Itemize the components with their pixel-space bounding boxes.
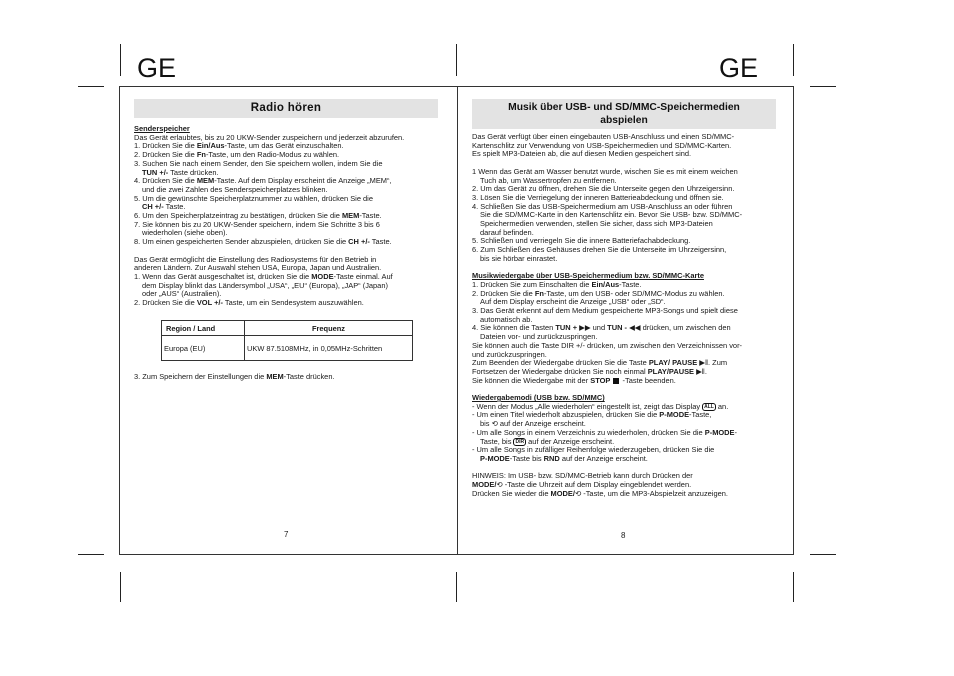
- left-page-footer-step: [134, 373, 335, 382]
- crop-mark: [810, 86, 836, 87]
- stop-icon: [613, 378, 619, 384]
- region-text-2: anderen Ländern. Zur Auswahl stehen USA, Europa, Japan und Australien.: [134, 263, 382, 273]
- clock-icon: ⟲: [496, 480, 503, 490]
- play-step-1: 1. Drücken Sie zum Einschalten die Ein/Aus-Taste.: [472, 279, 642, 289]
- step-2: 2. Drücken Sie die Fn-Taste, um den Radio-Modus zu wählen.: [134, 150, 340, 160]
- water-step-3: 3. Lösen Sie die Verriegelung der inneren Batterieabdeckung und öffnen sie.: [472, 192, 724, 202]
- mode-one-cont: bis ⟲ auf der Anzeige erscheint.: [480, 419, 586, 429]
- right-page-title-line1: Musik über USB- und SD/MMC-Speichermedien: [508, 102, 740, 113]
- left-page-title: [134, 99, 438, 118]
- water-step-6-cont: bis sie hörbar einrastet.: [480, 253, 558, 263]
- right-ge-logo: GE: [719, 53, 759, 83]
- right-page-title-line2: abspielen: [600, 115, 648, 126]
- step-3: 3. Suchen Sie nach einem Sender, den Sie speichern wollen, indem Sie die: [134, 158, 383, 168]
- left-ge-logo: GE: [137, 53, 177, 83]
- water-step-1: 1 Wenn das Gerät am Wasser benutzt wurde, wischen Sie es mit einem weichen: [472, 166, 738, 176]
- dir-text: Sie können auch die Taste DIR +/- drücken, um zwischen den Verzeichnissen vor-: [472, 340, 743, 350]
- region-text-1: Das Gerät ermöglicht die Einstellung des Radiosystems für den Betrieb in: [134, 254, 377, 264]
- intro-text: Das Gerät erlaubtes, bis zu 20 UKW-Sender zuspeichern und jederzeit abzurufen.: [134, 132, 405, 142]
- crop-mark: [456, 44, 457, 76]
- prev-icon: ◀◀: [627, 323, 641, 333]
- play-step-3-cont: automatisch ab.: [480, 314, 533, 324]
- crop-mark: [120, 44, 121, 76]
- mode-dir-cont: Taste, bis DIR auf der Anzeige erscheint.: [480, 436, 615, 446]
- section-heading: Senderspeicher: [134, 124, 190, 133]
- water-step-4-cont: darauf befinden.: [480, 227, 534, 237]
- repeat-all-icon: ALL: [704, 403, 714, 410]
- crop-mark: [793, 572, 794, 602]
- step-5: 5. Um die gewünschte Speicherplatznummer zu wählen, drücken Sie die: [134, 193, 373, 203]
- table-cell-frequency: UKW 87.5108MHz, in 0,05MHz-Schritten: [245, 336, 413, 361]
- step-8: 8. Um einen gespeicherten Sender abzuspielen, drücken Sie die CH +/- Taste.: [134, 237, 392, 247]
- water-step-4: 4. Schließen Sie das USB-Speichermedium am USB-Anschluss an oder führen: [472, 201, 733, 211]
- water-step-2: 2. Um das Gerät zu öffnen, drehen Sie die Unterseite gegen den Uhrzeigersinn.: [472, 184, 735, 194]
- repeat-dir-icon: DIR: [515, 438, 525, 445]
- stop-text: Sie können die Wiedergabe mit der STOP -Taste beenden.: [472, 375, 676, 385]
- random-icon: RND: [543, 453, 560, 463]
- step-4-cont: und die zwei Zahlen des Senderspeicherplatzes blinken.: [142, 184, 328, 194]
- clock-icon: ⟲: [574, 488, 582, 498]
- table-header-frequency: Frequenz: [245, 321, 413, 336]
- page-divider: [457, 86, 458, 555]
- water-step-4-cont: Speichermedien verwenden, stellen Sie sicher, dass sich MP3-Dateien: [480, 219, 713, 229]
- mode-one: - Um einen Titel wiederholt abzuspielen, drücken Sie die P-MODE-Taste,: [472, 410, 712, 420]
- left-page-title-text: Radio hören: [250, 102, 322, 114]
- mode-dir: - Um alle Songs in einem Verzeichnis zu wiederholen, drücken Sie die P-MODE-: [472, 427, 737, 437]
- region-step-1-cont2: oder „AUS“ (Australien).: [142, 289, 222, 299]
- play-step-3: 3. Das Gerät erkennt auf dem Medium gespeicherte MP3-Songs und spielt diese: [472, 306, 738, 316]
- play-step-2-cont: Auf dem Display erscheint die Anzeige „USB“ oder „SD“.: [480, 297, 666, 307]
- water-step-1-cont: Tuch ab, um Wassertropfen zu entfernen.: [480, 175, 617, 185]
- note-line-1: HINWEIS: Im USB- bzw. SD/MMC-Betrieb kann durch Drücken der: [472, 471, 693, 481]
- mode-rnd-cont: P-MODE-Taste bis RND auf der Anzeige erscheint.: [480, 453, 648, 463]
- table-header-region: Region / Land: [162, 321, 245, 336]
- crop-mark: [78, 86, 104, 87]
- crop-mark: [120, 572, 121, 602]
- region-step-2: 2. Drücken Sie die VOL +/- Taste, um ein Sendesystem auszuwählen.: [134, 298, 364, 308]
- frequency-table: [161, 320, 413, 361]
- pause-text-cont: Fortsetzen der Wiedergabe drücken Sie noch einmal PLAY/PAUSE ▶‖.: [472, 366, 707, 376]
- region-step-1: 1. Wenn das Gerät ausgeschaltet ist, drücken Sie die MODE-Taste einmal. Auf: [134, 271, 393, 281]
- water-step-6: 6. Zum Schließen des Gehäuses drehen Sie die Unterseite im Uhrzeigersinn,: [472, 245, 727, 255]
- step-5-cont: CH +/- Taste.: [142, 202, 186, 212]
- play-pause-icon: ▶‖: [694, 366, 705, 376]
- intro-line: Das Gerät verfügt über einen eingebauten USB-Anschluss und einen SD/MMC-: [472, 132, 735, 141]
- step-4: 4. Drücken Sie die MEM-Taste. Auf dem Display erscheint die Anzeige „MEM“,: [134, 176, 392, 186]
- step-7: 7. Sie können bis zu 20 UKW-Sender speichern, indem Sie Schritte 3 bis 6: [134, 219, 380, 229]
- play-step-4-cont: Dateien vor- und zurückzuspringen.: [480, 332, 598, 342]
- next-icon: ▶▶: [577, 323, 591, 333]
- note-line-3: Drücken Sie wieder die MODE/⟲ -Taste, um die MP3-Abspielzeit anzuzeigen.: [472, 488, 728, 498]
- region-step-3: 3. Zum Speichern der Einstellungen die MEM-Taste drücken.: [134, 372, 335, 381]
- crop-mark: [793, 44, 794, 76]
- note-line-2: MODE/⟲ -Taste die Uhrzeit auf dem Display eingeblendet werden.: [472, 480, 692, 490]
- crop-mark: [456, 572, 457, 602]
- mode-rnd: - Um alle Songs in zufälliger Reihenfolge wiederzugeben, drücken Sie die: [472, 445, 715, 455]
- left-page-body: [134, 125, 452, 308]
- dir-text-cont: und zurückzuspringen.: [472, 349, 547, 359]
- step-1: 1. Drücken Sie die Ein/Aus-Taste, um das Gerät einzuschalten.: [134, 141, 344, 151]
- step-3-cont: TUN +/- Taste drücken.: [142, 167, 219, 177]
- play-pause-icon: ▶‖: [697, 358, 709, 368]
- crop-mark: [78, 554, 104, 555]
- table-cell-region: Europa (EU): [162, 336, 245, 361]
- right-page-body: [472, 133, 790, 498]
- modes-heading: Wiedergabemodi (USB bzw. SD/MMC): [472, 393, 605, 403]
- step-7-cont: wiederholen (siehe oben).: [142, 228, 228, 238]
- intro-line: Kartenschlitz zur Verwendung von USB-Speichermedien und SD/MMC-Karten.: [472, 140, 732, 150]
- water-step-4-cont: Sie die SD/MMC-Karte in den Kartenschlitz ein. Bevor Sie USB- bzw. SD/MMC-: [480, 210, 743, 220]
- water-step-5: 5. Schließen und verriegeln Sie die innere Batteriefachabdeckung.: [472, 236, 691, 246]
- crop-mark: [810, 554, 836, 555]
- table-row: [162, 336, 413, 361]
- intro-line: Es spielt MP3-Dateien ab, die auf diesen Medien gespeichert sind.: [472, 149, 692, 159]
- right-page-title: [472, 99, 776, 129]
- page-number-right: 8: [621, 531, 626, 540]
- region-step-1-cont: dem Display blinkt das Ländersymbol „USA“, „EU“ (Europa), „JAP“ (Japan): [142, 280, 388, 290]
- play-step-2: 2. Drücken Sie die Fn-Taste, um den USB- oder SD/MMC-Modus zu wählen.: [472, 288, 725, 298]
- repeat-icon: ⟲: [491, 419, 498, 429]
- step-6: 6. Um den Speicherplatzeintrag zu bestätigen, drücken Sie die MEM-Taste.: [134, 211, 382, 221]
- page-number-left: 7: [284, 530, 289, 539]
- play-step-4: 4. Sie können die Tasten TUN + ▶▶ und TUN - ◀◀ drücken, um zwischen den: [472, 323, 731, 333]
- mode-all: - Wenn der Modus „Alle wiederholen“ eingestellt ist, zeigt das Display ALL an.: [472, 401, 729, 411]
- pause-text: Zum Beenden der Wiedergabe drücken Sie die Taste PLAY/ PAUSE ▶‖. Zum: [472, 358, 728, 368]
- playback-heading: Musikwiedergabe über USB-Speichermedium bzw. SD/MMC-Karte: [472, 271, 704, 281]
